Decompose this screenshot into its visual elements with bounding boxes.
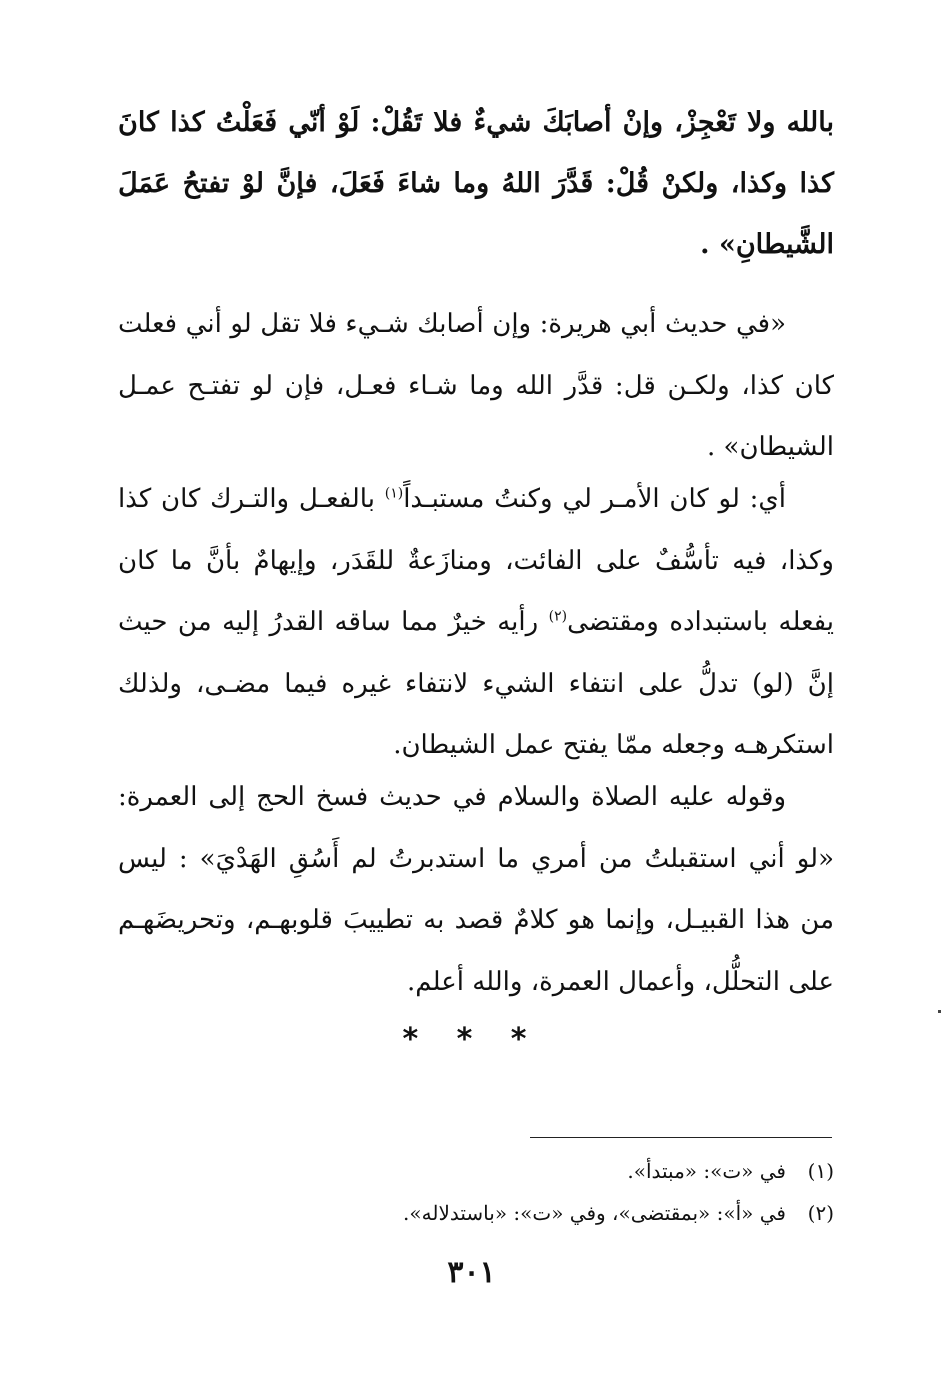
footnotes [118, 1150, 834, 1234]
footnote-1-number: (١) [807, 1159, 834, 1183]
paragraph-abu-hurayra: «في حديث أبي هريرة: وإن أصابك شـيء فلا تقل لو أني فعلت كان كذا، ولكـن قل: قدَّر الله وما شـاء فعـل، فإن لو تفتـح عمـل الشيطان» . [118, 309, 834, 462]
footnote-reference-2: (٢) [548, 608, 568, 625]
paragraph-explanation-part-2: بالفعـل والتـرك كان كذا وكذا، فيه تأسُّفٌ على الفائت، ومنازَعةٌ للقَدَر، وإيهامٌ بأنَّ ما كان يفعله باستبداده ومقتضى [118, 484, 834, 637]
paragraph-explanation [118, 469, 834, 777]
footnote-1-text: في «ت»: «مبتدأ». [627, 1159, 786, 1183]
paragraph-explanation-part-3: رأيه خيرٌ مما ساقه القدرُ إليه من حيث إنَّ (لو) تدلُّ على انتفاء الشيء لانتفاء غيره فيما مضـى، ولذلك استكرهـه وجعله ممّا يفتح عمل الشيطان. [118, 607, 834, 760]
paragraph-hajj-hadith: وقوله عليه الصلاة والسلام في حديث فسخ الحج إلى العمرة: «لو أني استقبلتُ من أمري ما استدبرتُ لم أَسُقِ الهَدْيَ» : ليس من هذا القبيـل، وإنما هو كلامٌ قصد به تطييبَ قلوبهـم، وتحريضَهـم على التحلُّل، وأعمال العمرة، والله أعلم. [118, 782, 834, 997]
section-divider-stars: * * * [402, 1022, 541, 1057]
footnote-reference-1: (١) [384, 485, 404, 502]
footnote-2 [118, 1192, 834, 1234]
paragraph-explanation-part-1: أي: لو كان الأمـر لي وكنتُ مستبـداً [403, 484, 786, 514]
footnote-2-number: (٢) [807, 1201, 834, 1225]
hadith-text: بالله ولا تَعْجِزْ، وإنْ أصابَكَ شيءٌ فلا تَقُلْ: لَوْ أنّي فَعَلْتُ كذا كانَ كذا وكذا، ولكنْ قُلْ: قَدَّرَ اللهُ وما شاءَ فَعَلَ، فإنَّ لوْ تفتحُ عَمَلَ الشَّيطانِ» . [118, 107, 834, 260]
scan-speck [938, 1010, 941, 1013]
footnote-2-text: في «أ»: «بمقتضى»، وفي «ت»: «باستدلاله». [403, 1201, 786, 1225]
page-number: ٣٠١ [447, 1255, 496, 1290]
footnote-separator-line [530, 1137, 832, 1138]
footnote-1 [118, 1150, 834, 1192]
